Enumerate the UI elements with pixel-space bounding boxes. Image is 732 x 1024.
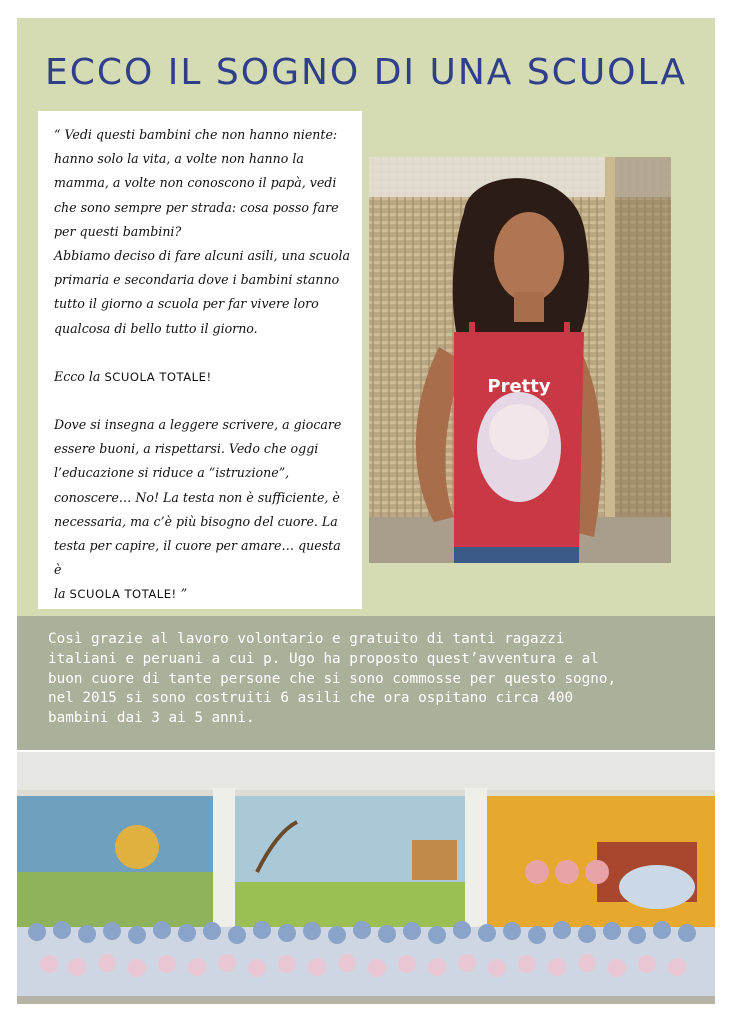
quote-box: [38, 111, 362, 609]
page-title: ECCO IL SOGNO DI UNA SCUOLA: [44, 52, 688, 93]
girl-photo: [369, 157, 671, 563]
scuola-totale-2: SCUOLA TOTALE!: [69, 587, 177, 602]
band-text: Così grazie al lavoro volontario e gratuito di tanti ragazzi italiani e peruani a cui p. Ugo ha proposto quest’avventura e al buon cuore di tante persone che si sono commosse per questo sogno, nel 2015 si sono costruiti 6 asili che ora ospitano circa 400 bambini dai 3 ai 5 anni.: [48, 631, 617, 727]
quote-paragraph-3-text: Dove si insegna a leggere scrivere, a giocare essere buoni, a rispettarsi. Vedo che oggi l’educazione si riduce a “istruzione”, conoscere… No! La testa non è sufficiente, è necessaria, ma c’è più bisogno del cuore. La testa per capire, il cuore per amare… questa è la: [54, 417, 342, 602]
quote-paragraph-1: “ Vedi questi bambini che non hanno niente: hanno solo la vita, a volte non hanno la mamma, a volte non conoscono il papà, vedi che sono sempre per strada: cosa posso fare per questi bambini? Abbiamo deciso di fare alcuni asili, una scuola primaria e secondaria dove i bambini stanno tutto il giorno a scuola per far vivere loro qualcosa di bello tutto il giorno.: [54, 127, 351, 336]
ecco-prefix: Ecco la: [54, 368, 105, 384]
quote-paragraph-3: [54, 413, 352, 607]
mural-photo-illustration: [17, 752, 715, 1004]
quote-paragraph-2: [54, 365, 352, 389]
quote-closing: ”: [176, 586, 188, 602]
shirt-text: Pretty: [487, 376, 551, 397]
scuola-totale-1: SCUOLA TOTALE!: [104, 369, 212, 384]
mural-photo: [17, 752, 715, 1004]
girl-photo-illustration: [369, 157, 671, 563]
